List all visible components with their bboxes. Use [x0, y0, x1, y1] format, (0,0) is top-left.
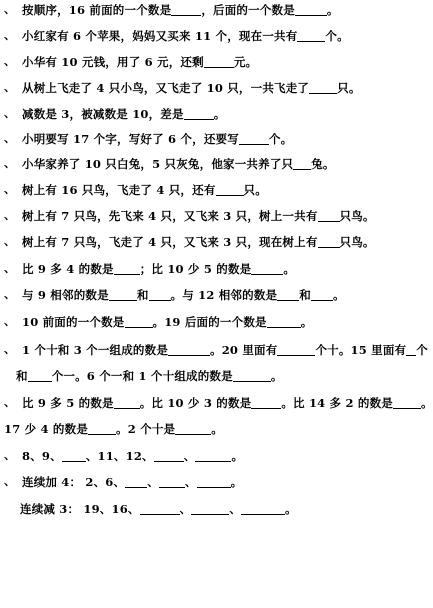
question-text-segment: 。: [211, 422, 223, 436]
question-text-segment: 比 9 多 5 的数是: [22, 396, 114, 410]
question-prefix: 、: [4, 261, 16, 275]
question-text-segment: 。比 14 多 2 的数是: [281, 396, 393, 410]
question-text-segment: 。: [420, 396, 433, 410]
question-prefix: 、: [4, 474, 16, 488]
question-text-segment: 只。: [243, 183, 267, 197]
question-text-segment: 。: [283, 262, 296, 276]
answer-blank[interactable]: [154, 450, 184, 462]
answer-blank[interactable]: [241, 503, 285, 515]
question-text-segment: 、: [229, 502, 242, 516]
question-text-segment: 小红家有 6 个苹果，妈妈又买来 11 个，现在一共有: [22, 29, 298, 43]
question-text-segment: 连续加 4： 2、6、: [22, 475, 126, 489]
question-text-segment: 元。: [233, 55, 258, 69]
question-text: [22, 4, 339, 17]
question-text-segment: 小华家养了 10 只白兔，5 只灰兔，他家一共养了只: [22, 157, 294, 171]
question-text-segment: 。: [326, 3, 339, 17]
answer-blank[interactable]: [125, 316, 153, 328]
question-text-segment: 和: [136, 288, 149, 302]
answer-blank[interactable]: [114, 263, 140, 275]
question-text-segment: 和: [299, 288, 311, 302]
question-prefix: 、: [4, 106, 16, 120]
question-text: [22, 108, 225, 121]
answer-blank[interactable]: [197, 476, 231, 488]
question-text: [22, 450, 243, 463]
answer-blank[interactable]: [114, 397, 140, 409]
question-prefix: 、: [4, 2, 16, 16]
question-text-segment: 。: [213, 107, 226, 121]
question-text-segment: 减数是 3，被减数是 10，差是: [22, 107, 184, 121]
question-prefix: 、: [4, 54, 16, 68]
question-prefix: 、: [4, 131, 16, 145]
question-text-segment: 、: [183, 449, 196, 463]
answer-blank[interactable]: [168, 344, 210, 356]
answer-blank[interactable]: [159, 476, 185, 488]
answer-blank[interactable]: [239, 133, 269, 145]
question-text: [22, 476, 242, 489]
question-text: [22, 316, 312, 329]
question-text: [22, 82, 361, 95]
question-text-segment: 兔。: [311, 157, 335, 171]
question-prefix: 、: [4, 208, 16, 222]
question-text-segment: 树上有 7 只鸟，先飞来 4 只，又飞来 3 只，树上一共有: [22, 209, 318, 223]
question-text-segment: 。: [300, 315, 313, 329]
question-text-segment: 树上有 7 只鸟，飞走了 4 只，又飞来 3 只，现在树上有: [22, 235, 318, 249]
question-text: [4, 423, 223, 436]
answer-blank[interactable]: [109, 289, 137, 301]
question-prefix: 、: [4, 287, 16, 301]
answer-blank[interactable]: [406, 344, 416, 356]
question-prefix: 、: [4, 448, 16, 462]
question-text-segment: 只。: [337, 81, 361, 95]
question-text-segment: 连续减 3： 19、16、: [20, 502, 140, 516]
answer-blank[interactable]: [171, 4, 201, 16]
answer-blank[interactable]: [393, 397, 421, 409]
question-text-segment: 、: [179, 502, 192, 516]
question-text-segment: 。: [270, 369, 283, 383]
question-prefix: 、: [4, 156, 16, 170]
question-text-segment: 与 9 相邻的数是: [22, 288, 109, 302]
question-text-segment: 。2 个十是: [116, 422, 176, 436]
answer-blank[interactable]: [267, 316, 301, 328]
question-text: [22, 184, 267, 197]
answer-blank[interactable]: [28, 370, 52, 382]
question-prefix: 、: [4, 80, 16, 94]
question-text-segment: 。: [230, 475, 243, 489]
question-prefix: 、: [4, 28, 16, 42]
question-text-segment: 个十。15 里面有: [315, 343, 407, 357]
answer-blank[interactable]: [62, 450, 86, 462]
question-text-segment: 8、9、: [22, 449, 62, 463]
question-text-segment: 从树上飞走了 4 只小鸟，又飞走了 10 只，一共飞走了: [22, 81, 310, 95]
question-text-segment: 。: [231, 449, 244, 463]
answer-blank[interactable]: [318, 210, 340, 222]
answer-blank[interactable]: [216, 184, 244, 196]
question-text-segment: 。比 10 少 3 的数是: [139, 396, 252, 410]
question-text-segment: 只鸟。: [339, 209, 375, 223]
answer-blank[interactable]: [318, 236, 340, 248]
question-prefix: 、: [4, 234, 16, 248]
answer-blank[interactable]: [140, 503, 180, 515]
answer-blank[interactable]: [233, 370, 271, 382]
question-text: [16, 370, 283, 383]
question-text-segment: ；比 10 少 5 的数是: [139, 262, 252, 276]
answer-blank[interactable]: [175, 423, 211, 435]
question-text-segment: 、: [184, 475, 197, 489]
question-text-segment: 个一。6 个一和 1 个十组成的数是: [51, 369, 233, 383]
question-text-segment: 只鸟。: [339, 235, 375, 249]
answer-blank[interactable]: [293, 158, 311, 170]
question-text: [22, 158, 335, 171]
question-text: [22, 289, 345, 302]
question-text: [22, 30, 349, 43]
question-text-segment: 。: [332, 288, 345, 302]
question-text: [22, 263, 295, 276]
question-text-segment: 个。: [268, 132, 293, 146]
answer-blank[interactable]: [88, 423, 116, 435]
question-text-segment: 比 9 多 4 的数是: [22, 262, 114, 276]
question-text-segment: 。20 里面有: [210, 343, 278, 357]
question-text: [22, 236, 375, 249]
question-prefix: 、: [4, 342, 16, 356]
answer-blank[interactable]: [251, 397, 281, 409]
question-text-segment: 和: [16, 369, 28, 383]
answer-blank[interactable]: [251, 263, 283, 275]
question-text: [22, 56, 257, 69]
question-text-segment: 小明要写 17 个字，写好了 6 个，还要写: [22, 132, 239, 146]
question-prefix: 、: [4, 314, 16, 328]
question-text-segment: 按顺序，16 前面的一个数是: [22, 3, 172, 17]
question-text: [22, 344, 428, 357]
answer-blank[interactable]: [297, 30, 325, 42]
answer-blank[interactable]: [125, 476, 147, 488]
question-text-segment: 。: [285, 502, 297, 516]
answer-blank[interactable]: [311, 289, 333, 301]
question-text-segment: 10 前面的一个数是: [22, 315, 125, 329]
answer-blank[interactable]: [277, 344, 315, 356]
question-text-segment: 。与 12 相邻的数是: [170, 288, 278, 302]
question-text-segment: 个。: [325, 29, 349, 43]
question-text-segment: ，后面的一个数是: [201, 3, 295, 17]
answer-blank[interactable]: [295, 4, 327, 16]
answer-blank[interactable]: [204, 56, 234, 68]
question-text: [22, 210, 375, 223]
question-text-segment: 小华有 10 元钱，用了 6 元，还剩: [22, 55, 204, 69]
answer-blank[interactable]: [309, 82, 337, 94]
answer-blank[interactable]: [191, 503, 229, 515]
question-prefix: 、: [4, 182, 16, 196]
question-text: [20, 503, 297, 516]
answer-blank[interactable]: [195, 450, 231, 462]
question-text: [22, 133, 292, 146]
question-text-segment: 树上有 16 只鸟，飞走了 4 只，还有: [22, 183, 216, 197]
question-text-segment: 1 个十和 3 个一组成的数是: [22, 343, 169, 357]
answer-blank[interactable]: [277, 289, 299, 301]
question-text-segment: 、11、12、: [85, 449, 154, 463]
question-prefix: 、: [4, 395, 16, 409]
answer-blank[interactable]: [149, 289, 171, 301]
question-text-segment: 17 少 4 的数是: [4, 422, 89, 436]
question-text-segment: 。19 后面的一个数是: [152, 315, 267, 329]
question-text: [22, 397, 433, 410]
answer-blank[interactable]: [184, 108, 214, 120]
question-text-segment: 、: [147, 475, 159, 489]
question-text-segment: 个: [416, 343, 428, 357]
